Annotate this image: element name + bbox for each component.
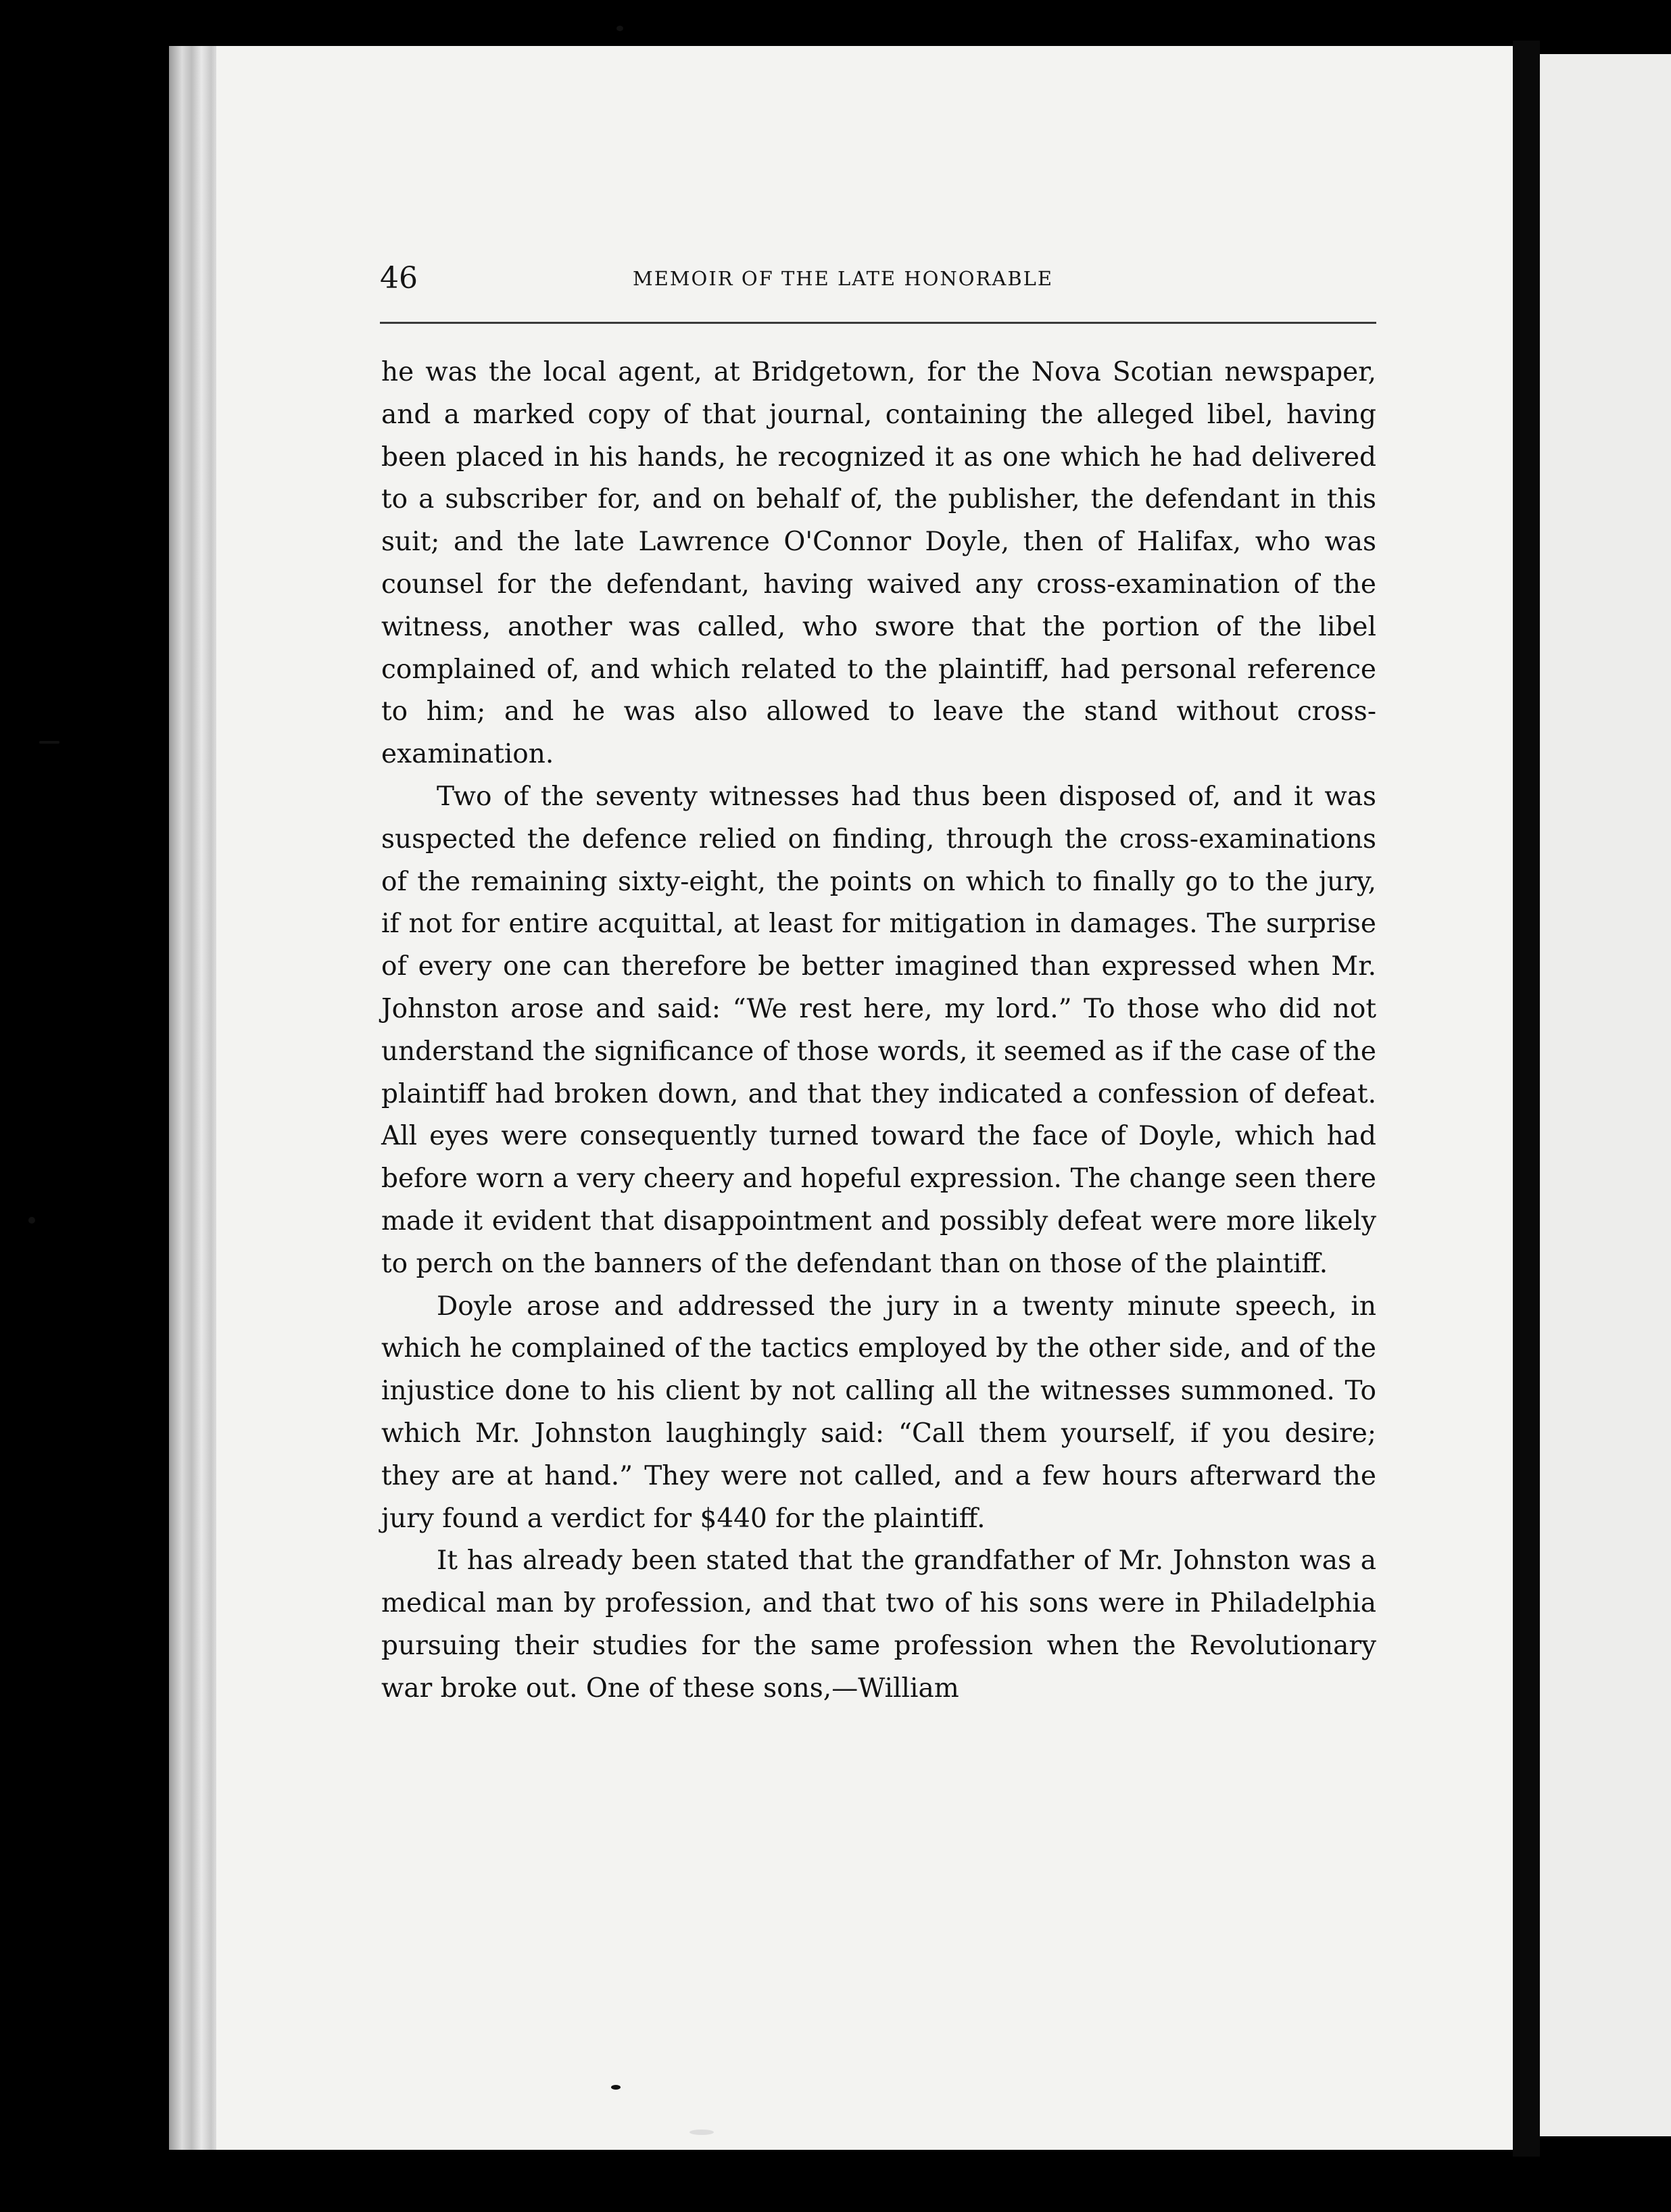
running-title: MEMOIR OF THE LATE HONORABLE — [633, 267, 1054, 290]
scan-speck — [39, 741, 59, 744]
book-gutter — [1513, 41, 1540, 2157]
paragraph: he was the local agent, at Bridgetown, for the Nova Scotian newspaper, and a marked copy of that journal, containing the alleged libel, having been placed in his hands, he recognized it as one which he had delivered to a subscriber for, and on behalf of, the publisher, the defendant in this suit; and the late Lawrence O'Connor Doyle, then of Halifax, who was counsel for the defendant, having waived any cross-examination of the witness, another was called, who swore that the portion of the libel complained of, and which related to the plaintiff, had personal reference to him; and he was also allowed to leave the stand without cross-examination. — [381, 357, 1376, 770]
facing-page-edge — [1540, 54, 1671, 2136]
scan-speck — [616, 26, 623, 31]
paragraph: Doyle arose and addressed the jury in a twenty minute speech, in which he complained of the tactics employed by the other side, and of the injustice done to his client by not calling all the witnesses summoned. To which Mr. Johnston laughingly said: “Call them yourself, if you desire; they are at hand.” They were not called, and a few hours afterward the jury found a verdict for $440 for the plaintiff. — [381, 1291, 1376, 1534]
body-text — [381, 352, 1376, 1710]
scan-speck — [611, 2085, 621, 2090]
scan-speck — [28, 1217, 35, 1224]
paragraph: It has already been stated that the grandfather of Mr. Johnston was a medical man by profession, and that two of his sons were in Philadelphia pursuing their studies for the same profession when the Revolutionary war broke out. One of these sons,—William — [381, 1545, 1376, 1704]
page-number: 46 — [380, 261, 418, 295]
scan-speck — [689, 2130, 714, 2135]
header-rule — [380, 322, 1376, 324]
running-head — [380, 260, 1376, 300]
paragraph: Two of the seventy witnesses had thus been disposed of, and it was suspected the defence relied on finding, through the cross-examinations of the remaining sixty-eight, the points on which to finally go to the jury, if not for entire acquittal, at least for mitigation in damages. The surprise of every one can therefore be better imagined than expressed when Mr. Johnston arose and said: “We rest here, my lord.” To those who did not understand the significance of those words, it seemed as if the case of the plaintiff had broken down, and that they indicated a confession of defeat. All eyes were consequently turned toward the face of Doyle, which had before worn a very cheery and hopeful expression. The change seen there made it evident that disappointment and possibly defeat were more likely to perch on the banners of the defendant than on those of the plaintiff. — [381, 781, 1376, 1279]
